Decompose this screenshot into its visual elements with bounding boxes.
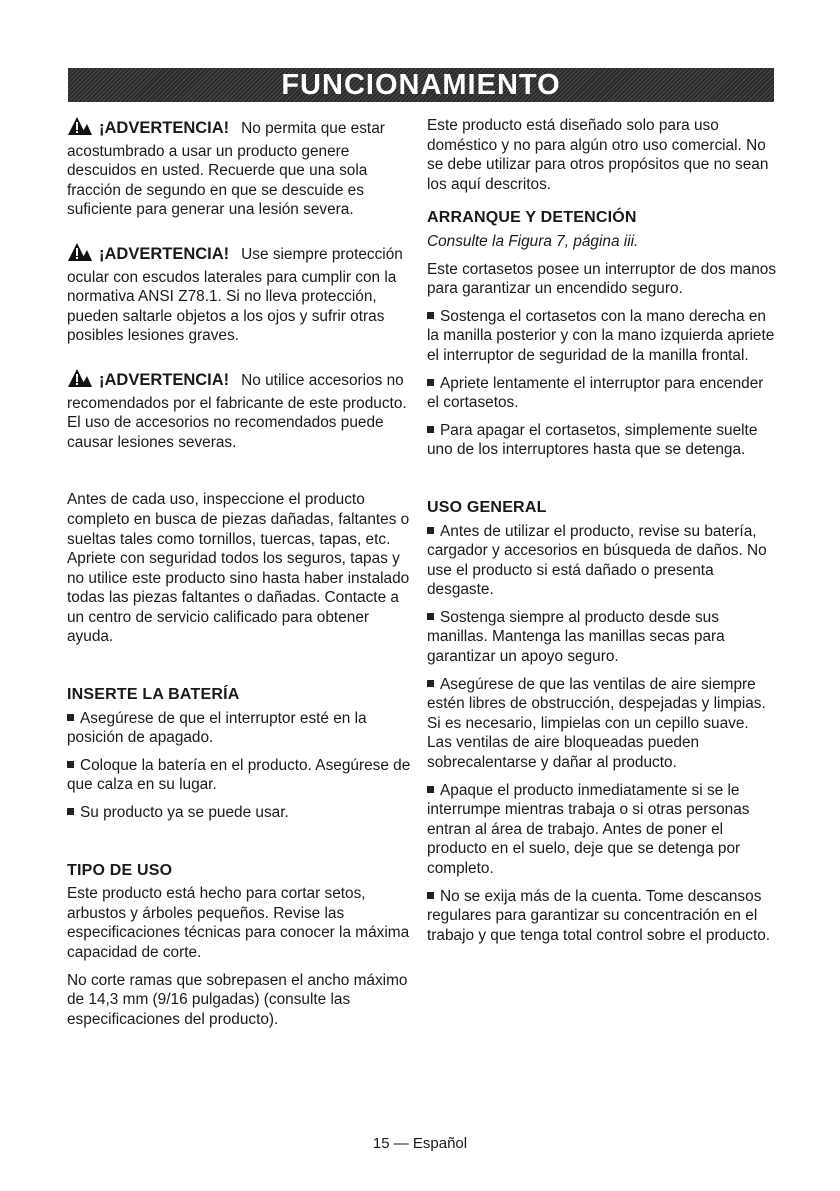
bullet-text: Antes de utilizar el producto, revise su batería, cargador y accesorios en búsqueda de daños. No use el producto si está dañado o presenta desgaste. xyxy=(427,522,767,599)
warning-1 xyxy=(67,116,415,220)
bullet-text: Asegúrese de que el interruptor esté en la posición de apagado. xyxy=(67,709,367,747)
bullet-square-icon xyxy=(427,426,434,433)
general-bullet xyxy=(427,608,777,667)
bullet-text: Coloque la batería en el producto. Asegúrese de que calza en su lugar. xyxy=(67,756,411,794)
inspection-paragraph: Antes de cada uso, inspeccione el producto completo en busca de piezas dañadas, faltantes o sueltas tales como tornillos, tuercas, tapas, etc. Apriete con seguridad todos los seguros, tapas y no utilice este producto sino hasta haber instalado todas las piezas faltantes o dañadas. Contacte a un centro de servicio calificado para obtener ayuda. xyxy=(67,491,410,646)
warning-triangle-icon xyxy=(67,242,93,268)
warning-text: No utilice accesorios no recomendados por el fabricante de este producto. El uso de accesorios no recomendados puede causar lesiones severas. xyxy=(67,371,407,451)
start-stop-heading: ARRANQUE Y DETENCIÓN xyxy=(427,209,637,227)
warning-text: No permita que estar acostumbrado a usar un producto genere descuidos en usted. Recuerde que una sola fracción de segundo en que se descuide es suficiente para generar una lesión severa. xyxy=(67,120,385,219)
bullet-square-icon xyxy=(67,761,74,768)
start-stop-intro: Este cortasetos posee un interruptor de dos manos para garantizar un encendido seguro. xyxy=(427,260,777,298)
bullet-text: Apriete lentamente el interruptor para encender el cortasetos. xyxy=(427,374,764,412)
right-column xyxy=(427,116,777,953)
general-bullet xyxy=(427,887,777,946)
left-column xyxy=(67,116,415,1037)
start-bullet xyxy=(427,307,777,366)
warning-label: ¡ADVERTENCIA! xyxy=(99,370,230,389)
figure-reference: Consulte la Figura 7, página iii. xyxy=(427,232,639,250)
usage-paragraph-1: Este producto está hecho para cortar setos, arbustos y árboles pequeños. Revise las especificaciones técnicas para conocer la máxima capacidad de corte. xyxy=(67,885,410,961)
general-bullet xyxy=(427,675,777,773)
start-bullet xyxy=(427,374,777,413)
battery-heading: INSERTE LA BATERÍA xyxy=(67,686,240,704)
banner-title: FUNCIONAMIENTO xyxy=(281,68,561,101)
battery-bullet xyxy=(67,709,415,748)
spacer xyxy=(427,468,777,484)
warning-label: ¡ADVERTENCIA! xyxy=(99,119,230,137)
bullet-square-icon xyxy=(427,613,434,620)
bullet-text: Su producto ya se puede usar. xyxy=(80,804,289,822)
page-footer: 15 — Español xyxy=(372,1135,468,1152)
usage-paragraph-2: No corte ramas que sobrepasen el ancho máximo de 14,3 mm (9/16 pulgadas) (consulte las especificaciones del producto). xyxy=(67,971,408,1028)
bullet-text: Sostenga el cortasetos con la mano derecha en la manilla posterior y con la mano izquierda apriete el interruptor de seguridad de la manilla frontal. xyxy=(427,307,775,364)
warning-text: Use siempre protección ocular con escudos laterales para cumplir con la normativa ANSI Z78.1. Si no lleva protección, pueden saltarle objetos a los ojos y sufrir otras posibles lesiones graves. xyxy=(67,245,403,345)
bullet-text: No se exija más de la cuenta. Tome descansos regulares para garantizar su concentración en el trabajo y que tenga total control sobre el producto. xyxy=(427,887,771,944)
section-banner xyxy=(68,68,774,102)
bullet-square-icon xyxy=(427,786,434,793)
general-bullet xyxy=(427,781,777,879)
spacer xyxy=(67,655,415,671)
general-use-heading: USO GENERAL xyxy=(427,498,547,516)
bullet-text: Para apagar el cortasetos, simplemente suelte uno de los interruptores hasta que se detenga. xyxy=(427,421,758,459)
warning-triangle-icon xyxy=(67,368,93,394)
bullet-square-icon xyxy=(427,680,434,687)
domestic-use-paragraph: Este producto está diseñado solo para uso doméstico y no para algún otro uso comercial. No se debe utilizar para otros propósitos que no sean los aquí descritos. xyxy=(427,117,769,193)
bullet-square-icon xyxy=(427,527,434,534)
bullet-square-icon xyxy=(67,714,74,721)
usage-heading: TIPO DE USO xyxy=(67,861,173,879)
warning-2 xyxy=(67,242,415,346)
general-bullet xyxy=(427,522,777,600)
warning-label: ¡ADVERTENCIA! xyxy=(99,244,230,263)
bullet-text: Asegúrese de que las ventilas de aire siempre estén libres de obstrucción, despejadas y limpias. Si es necesario, limpielas con un cepillo suave. Las ventilas de aire bloqueadas pueden sobrecalentarse y dañar al producto. xyxy=(427,675,766,772)
bullet-square-icon xyxy=(427,379,434,386)
warning-triangle-icon xyxy=(67,116,93,142)
start-bullet xyxy=(427,421,777,460)
bullet-square-icon xyxy=(67,808,74,815)
battery-bullet xyxy=(67,803,415,823)
spacer xyxy=(67,831,415,847)
spacer xyxy=(67,474,415,490)
battery-bullet xyxy=(67,756,415,795)
bullet-text: Apaque el producto inmediatamente si se le interrumpe mientras trabaja o si otras personas entran al área de trabajo. Antes de poner el producto en el suelo, deje que se detenga por completo. xyxy=(427,781,750,877)
bullet-text: Sostenga siempre al producto desde sus manillas. Mantenga las manillas secas para garantizar un apoyo seguro. xyxy=(427,608,725,666)
bullet-square-icon xyxy=(427,892,434,899)
warning-3 xyxy=(67,368,415,452)
bullet-square-icon xyxy=(427,312,434,319)
